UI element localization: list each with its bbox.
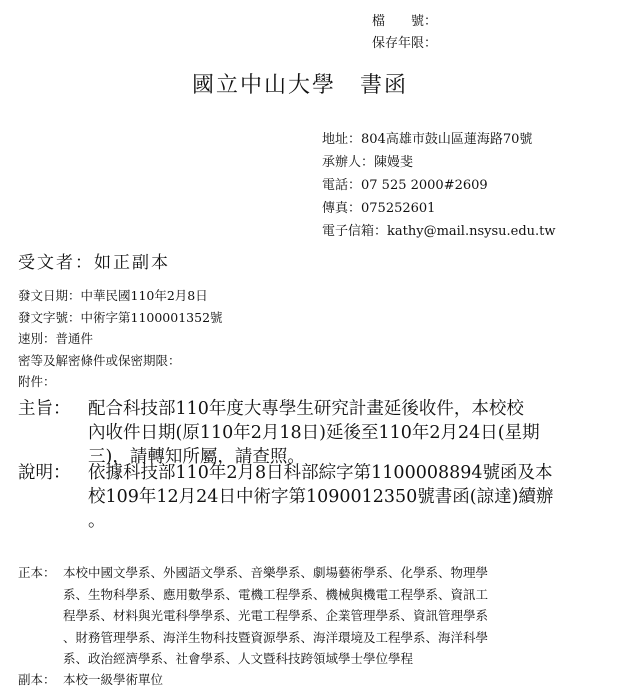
main-copy-label: 正本：: [18, 565, 56, 580]
archive-number-label: 檔 號：: [372, 14, 438, 29]
sender-contact-person: 承辦人：陳嫚斐: [322, 155, 414, 170]
main-copy-line: 、財務管理學系、海洋生物科技暨資源學系、海洋環境及工程學系、海洋科學: [63, 629, 489, 645]
main-copy-line: 程學系、材料與光電科學學系、光電工程學系、企業管理學系、資訊管理學系: [63, 608, 489, 623]
subject-line: 配合科技部110年度大專學生研究計畫延後收件，本校校: [88, 399, 524, 419]
main-copy-line: 本校中國文學系、外國語文學系、音樂學系、劇場藝術學系、化學系、物理學: [63, 565, 489, 580]
explanation-label: 說明：: [18, 463, 71, 483]
subject-label: 主旨：: [18, 399, 71, 419]
carbon-copy-label: 副本：: [18, 672, 56, 687]
issue-number: 發文字號：中術字第1100001352號: [18, 309, 223, 325]
document-title: 國立中山大學 書函: [192, 73, 409, 98]
attachment-label: 附件：: [18, 374, 56, 389]
sender-info: [322, 128, 556, 243]
document-metadata: [18, 285, 223, 393]
delivery-speed: 速別：普通件: [18, 331, 94, 346]
distribution-section: [18, 562, 618, 691]
issue-date: 發文日期：中華民國110年2月8日: [18, 288, 208, 303]
explanation-section: [18, 461, 618, 535]
retention-period-label: 保存年限：: [372, 36, 438, 51]
explanation-line: 依據科技部110年2月8日科部綜字第1100008894號函及本: [88, 463, 553, 483]
sender-email: 電子信箱：kathy@mail.nsysu.edu.tw: [322, 224, 556, 239]
main-copy-recipients: [63, 562, 488, 670]
subject-line: 內收件日期(原110年2月18日)延後至110年2月24日(星期: [88, 423, 540, 443]
subject-section: [18, 397, 618, 471]
main-copy-line: 系、生物科學系、應用數學系、電機工程學系、機械與機電工程學系、資訊工: [63, 586, 489, 602]
sender-phone: 電話：07 525 2000#2609: [322, 178, 488, 193]
sender-fax: 傳真：075252601: [322, 201, 436, 216]
recipient-line: 受文者：如正副本: [18, 253, 170, 273]
explanation-text: [88, 461, 618, 533]
subject-text: [88, 397, 618, 469]
secrecy-level: 密等及解密條件或保密期限：: [18, 352, 181, 368]
explanation-line: 。: [88, 511, 106, 531]
explanation-line: 校109年12月24日中術字第1090012350號書函(諒達)續辦: [88, 487, 554, 507]
carbon-copy-recipients: 本校一級學術單位: [63, 672, 164, 687]
main-copy-line: 系、政治經濟學系、社會學系、人文暨科技跨領域學士學位學程: [63, 651, 414, 666]
sender-address: 地址：804高雄市鼓山區蓮海路70號: [322, 132, 533, 147]
subject-line: 三)，請轉知所屬，請查照。: [88, 447, 305, 467]
